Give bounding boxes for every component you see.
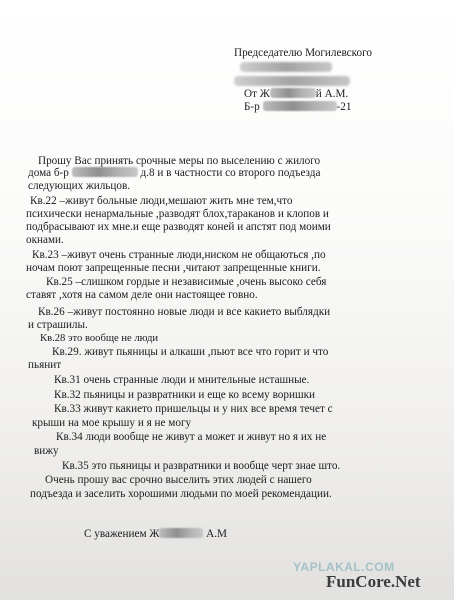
body-line-17: Кв.31 очень странные люди и мнительные исташные. [54,374,310,386]
addressee-line: Председателю Могилевского [234,47,372,59]
signature-line: С уважением Ж А.М [84,528,227,540]
body-line-10: Кв.25 –слишком гордые и независимые ,очень высоко себя [46,276,327,288]
body-line-3: следующих жильцов. [28,180,131,192]
body-line-4: Кв.22 –живут больные люди,мешают жить мне тем,что [30,195,293,207]
redacted-address [263,101,337,111]
body-line-25: подъезда и заселить хорошими людьми по моей рекомендации. [30,488,332,500]
sender-address-line: Б-р -21 [244,101,352,113]
redacted-addressee-name [234,76,350,86]
body-line-2: дома б-р д.8 и в частности со второго подъезда [28,167,321,179]
body-line-14: Кв.28 это вообще не люди [40,333,159,344]
funcore-watermark: FunCore.Net [326,572,421,591]
redacted-signature-name [159,528,203,538]
body-line-23: Кв.35 это пьяницы и развратники и вообще черт знае што. [62,460,341,472]
redacted-sender-name [270,88,316,98]
body-line-13: и страшилы. [28,319,88,331]
body-line-21: Кв.34 люди вообще не живут а может и живут но я их не [56,431,327,443]
body-line-12: Кв.26 –живут постоянно новые люди и все какието выблядки [38,306,331,318]
body-line-16: пьянит [28,359,62,371]
body-line-24: Очень прошу вас срочно выселить этих людей с нашего [45,474,312,486]
body-line-20: крыши на мое крышу и я не могу [32,417,192,429]
body-line-1: Прошу Вас принять срочные меры по выселению с жилого [38,155,321,167]
body-line-15: Кв.29. живут пьяницы и алкаши ,пьют все что горит и что [52,346,329,358]
body-line-22: вижу [34,445,59,457]
sender-line: От Ж й А.М. [244,88,349,100]
body-line-9: ночам поют запрещенные песни ,читают запрещенные книги. [26,262,321,274]
body-line-18: Кв.32 пьяницы и развратники и еще ко всему воришки [54,389,315,401]
body-line-7: окнами. [26,234,64,246]
body-line-8: Кв.23 –живут очень странные люди,ниском не общаються ,по [32,249,326,261]
yaplakal-watermark: YAPLAKAL.COM [293,560,395,574]
body-line-5: психически ненармальные ,разводят блох,тараканов и клопов и [26,208,329,220]
body-line-6: подбрасывают их мне.и еще разводят коней и апстят под моими [26,221,331,233]
body-line-11: ставят ,хотя на самом деле они настоящее говно. [26,289,258,301]
redacted-street [72,167,138,177]
redacted-addressee-org [240,62,332,72]
body-line-19: Кв.33 живут какието пришельцы и у них все время течет с [54,403,333,415]
